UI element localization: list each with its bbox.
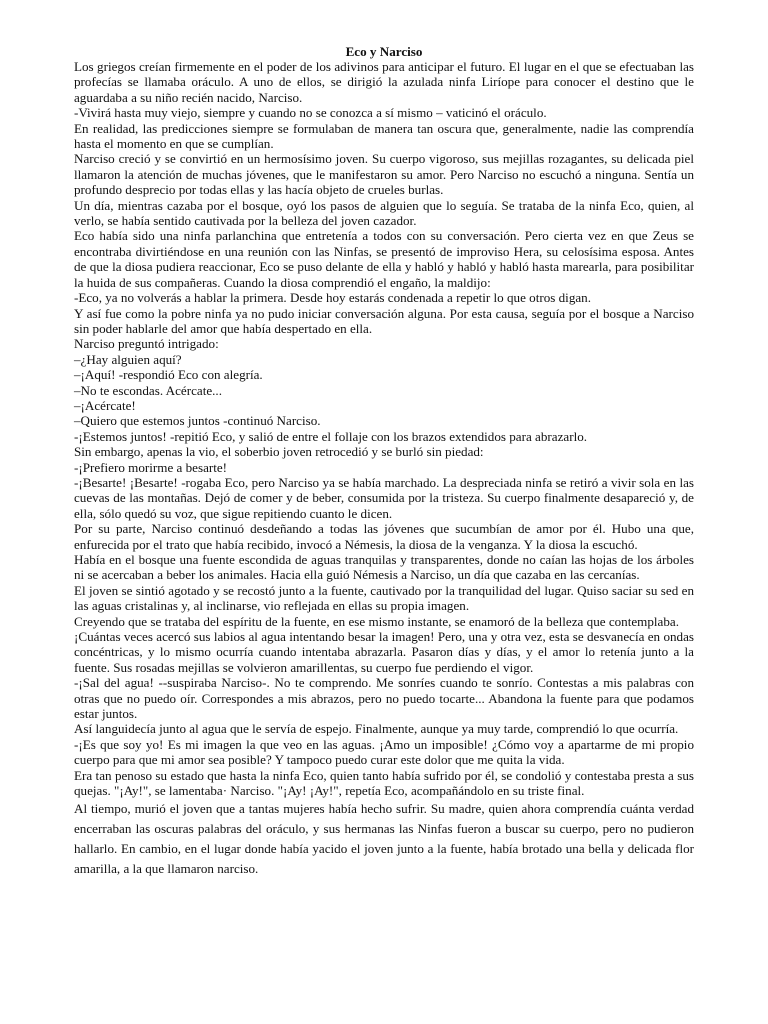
paragraph-23: ¡Cuántas veces acercó sus labios al agua intentando besar la imagen! Pero, una y otra vez, esta se desvanecía en ondas concéntricas, y lo mismo ocurría cuando intentaba abrazarla. Pasaron días y días, y el amor lo retenía junto a la fuente. Sus rosadas mejillas se volvieron amarillentas, su cuerpo fue perdiendo el vigor. <box>74 629 694 675</box>
paragraph-8: Y así fue como la pobre ninfa ya no pudo iniciar conversación alguna. Por esta causa, seguía por el bosque a Narciso sin poder hablarle del amor que había despertado en ella. <box>74 305 694 336</box>
paragraph-19: Por su parte, Narciso continuó desdeñando a todas las jóvenes que sucumbían de amor por él. Hubo una que, enfurecida por el trato que había recibido, invocó a Némesis, la diosa de la venganza. Y la diosa la escuchó. <box>74 521 694 552</box>
dialogue-line-2: –¡Aquí! -respondió Eco con alegría. <box>74 367 263 383</box>
dialogue-line-4: –¡Acércate! <box>74 397 136 413</box>
paragraph-27: Era tan penoso su estado que hasta la ninfa Eco, quien tanto había sufrido por él, se condolió y contestaba presta a sus quejas. "¡Ay!", se lamentaba· Narciso. "¡Ay! ¡Ay!", repetía Eco, acompañándolo en su triste final. <box>74 767 694 799</box>
paragraph-2: -Vivirá hasta muy viejo, siempre y cuando no se conozca a sí mismo – vaticinó el oráculo. <box>74 105 547 121</box>
dialogue-line-3: –No te escondas. Acércate... <box>74 382 222 398</box>
paragraph-9: Narciso preguntó intrigado: <box>74 336 219 352</box>
paragraph-18: -¡Besarte! ¡Besarte! -rogaba Eco, pero Narciso ya se había marchado. La despreciada ninfa se retiró a vivir sola en las cuevas de las montañas. Dejó de comer y de beber, consumida por la tristeza. Su cuerpo finalmente desapareció y, de ella, sólo quedó su voz, que sigue repitiendo cuanto le dicen. <box>74 474 694 521</box>
paragraph-24: -¡Sal del agua! --suspiraba Narciso-. No te comprendo. Me sonríes cuando te sonrío. Contestas a mis palabras con otras que no puedo oír. Correspondes a mis abrazos, pero no puedo tocarte... Abandona la fuente para que podamos estar juntos. <box>74 675 694 722</box>
paragraph-20: Había en el bosque una fuente escondida de aguas tranquilas y transparentes, donde no caían las hojas de los árboles ni se acercaban a beber los animales. Hacia ella guió Némesis a Narciso, un día que cazaba en las cercanías. <box>74 552 694 583</box>
dialogue-line-1: –¿Hay alguien aquí? <box>74 351 182 367</box>
paragraph-4: Narciso creció y se convirtió en un hermosísimo joven. Su cuerpo vigoroso, sus mejillas rozagantes, su delicada piel llamaron la atención de muchas jóvenes, que le manifestaron su amor. Pero Narciso no escuchó a ninguna. Sentía un profundo desprecio por todas ellas y las hacía objeto de crueles burlas. <box>74 151 694 198</box>
paragraph-21: El joven se sintió agotado y se recostó junto a la fuente, cautivado por la tranquilidad del lugar. Quiso saciar su sed en las aguas cristalinas y, al inclinarse, vio reflejada en ellas su propia imagen. <box>74 582 694 614</box>
paragraph-28: Al tiempo, murió el joven que a tantas mujeres había hecho sufrir. Su madre, quien ahora comprendía cuánta verdad encerraban las oscuras palabras del oráculo, y sus hermanas las Ninfas fueron a buscar su cuerpo, pero no pudieron hallarlo. En cambio, en el lugar donde había yacido el joven junto a la fuente, había brotado una bella y delicada flor amarilla, a la que llamaron narciso. <box>74 800 694 876</box>
paragraph-26: -¡Es que soy yo! Es mi imagen la que veo en las aguas. ¡Amo un imposible! ¿Cómo voy a apartarme de mi propio cuerpo para que mi amor sea posible? Y tampoco puedo curar este dolor que me quita la vida. <box>74 736 694 768</box>
paragraph-7: -Eco, ya no volverás a hablar la primera. Desde hoy estarás condenada a repetir lo que otros digan. <box>74 290 591 306</box>
document-page <box>74 44 694 879</box>
dialogue-line-7: -¡Prefiero morirme a besarte! <box>74 459 228 475</box>
dialogue-line-6: -¡Estemos juntos! -repitió Eco, y salió de entre el follaje con los brazos extendidos para abrazarlo. <box>74 428 588 444</box>
paragraph-16: Sin embargo, apenas la vio, el soberbio joven retrocedió y se burló sin piedad: <box>74 444 484 460</box>
paragraph-5: Un día, mientras cazaba por el bosque, oyó los pasos de alguien que lo seguía. Se trataba de la ninfa Eco, quien, al verlo, se había sentido cautivada por la belleza del joven cazador. <box>74 197 694 229</box>
paragraph-22: Creyendo que se trataba del espíritu de la fuente, en ese mismo instante, se enamoró de la belleza que contemplaba. <box>74 613 679 629</box>
dialogue-line-5: –Quiero que estemos juntos -continuó Narciso. <box>74 413 321 429</box>
paragraph-3: En realidad, las predicciones siempre se formulaban de manera tan oscura que, generalmente, nadie las comprendía hasta el momento en que se cumplían. <box>74 120 694 152</box>
paragraph-25: Así languidecía junto al agua que le servía de espejo. Finalmente, aunque ya muy tarde, comprendió lo que ocurría. <box>74 721 679 737</box>
paragraph-1: Los griegos creían firmemente en el poder de los adivinos para anticipar el futuro. El lugar en el que se efectuaban las profecías se llamaba oráculo. A uno de ellos, se dirigió la azulada ninfa Liríope para conocer el destino que le aguardaba a su niño recién nacido, Narciso. <box>74 59 694 105</box>
paragraph-6: Eco había sido una ninfa parlanchina que entretenía a todos con su conversación. Pero cierta vez en que Zeus se encontraba divirtiéndose en una reunión con las Ninfas, se presentó de improviso Hera, su celosísima esposa. Antes de que la diosa pudiera reaccionar, Eco se puso delante de ella y habló y habló y habló hasta marearla, para posibilitar la huida de sus compañeras. Cuando la diosa comprendió el engaño, la maldijo: <box>74 228 694 290</box>
document-title: Eco y Narciso <box>345 44 423 59</box>
